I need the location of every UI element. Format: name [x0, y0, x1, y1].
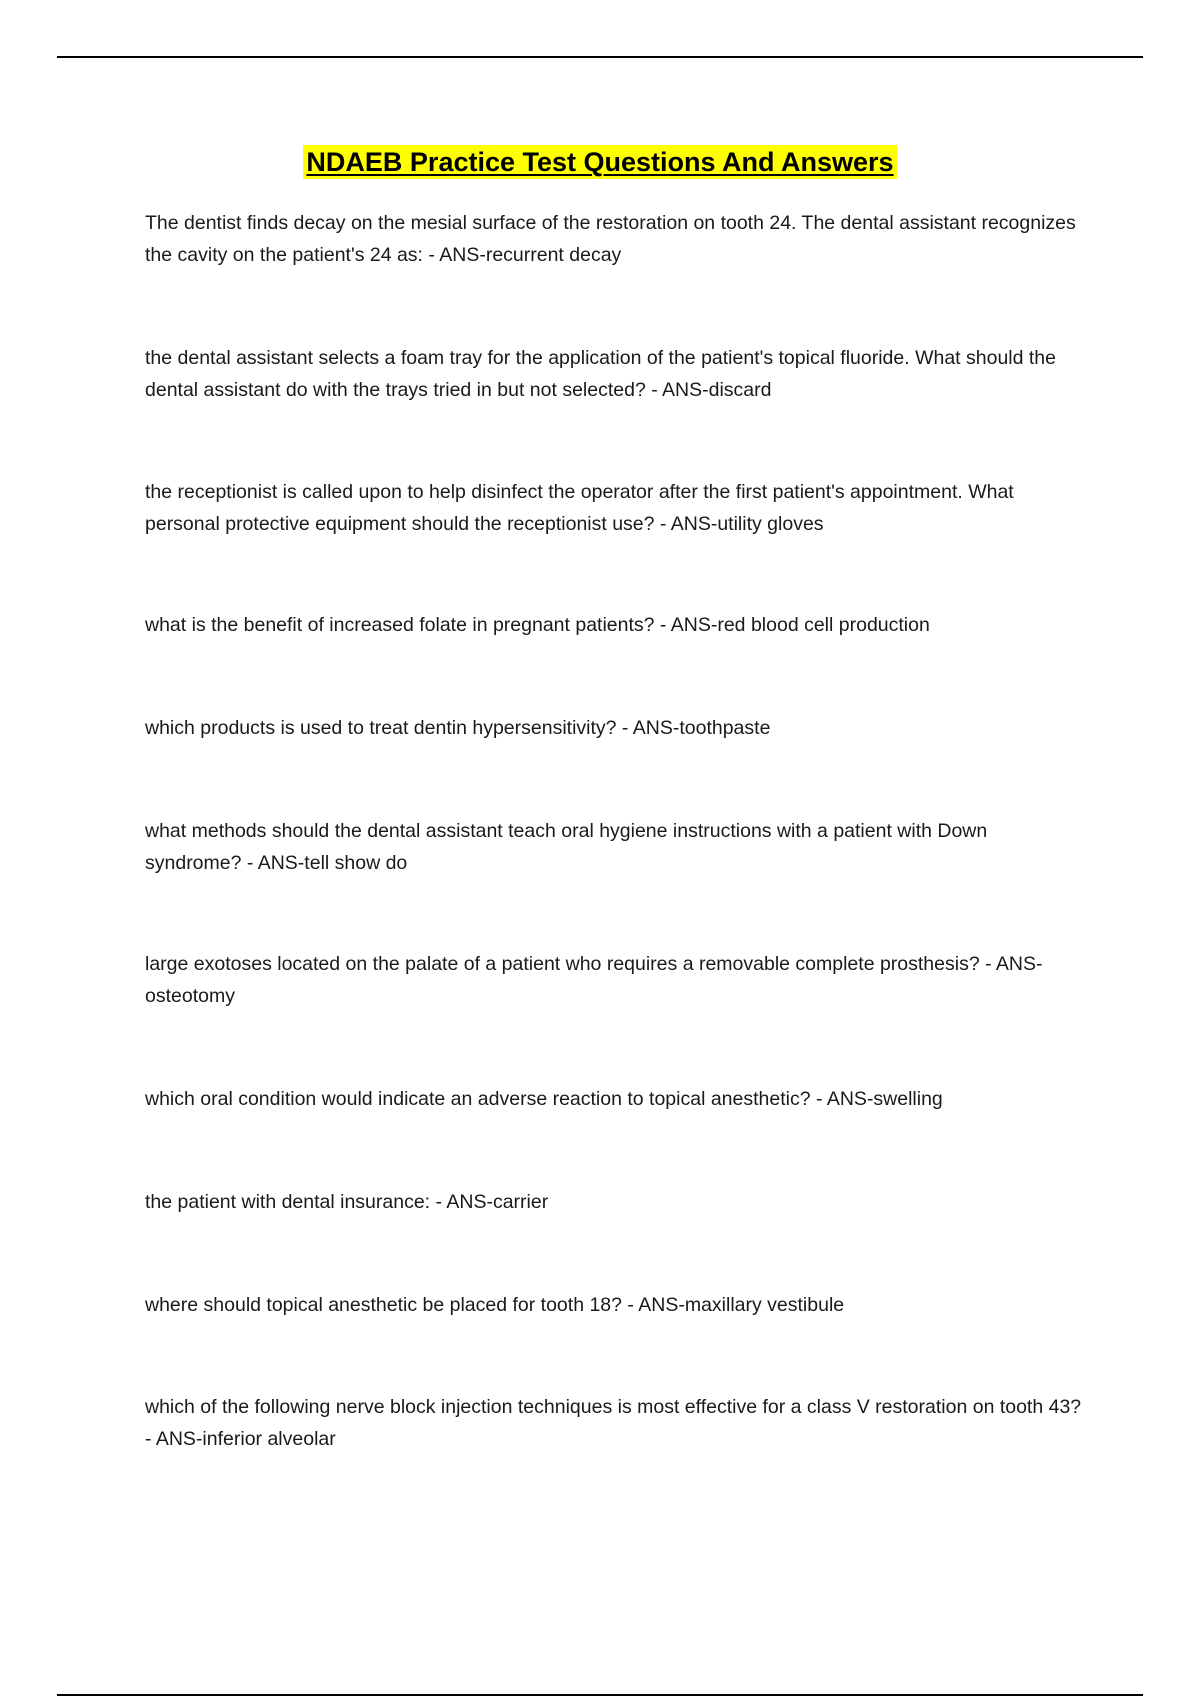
bottom-rule [57, 1694, 1143, 1696]
qa-item: where should topical anesthetic be placed for tooth 18? - ANS-maxillary vestibule [145, 1294, 845, 1316]
page-title: NDAEB Practice Test Questions And Answers [303, 145, 896, 179]
qa-item: what methods should the dental assistant teach oral hygiene instructions with a patient with Down syndrome? - ANS-tell show do [145, 820, 988, 874]
qa-item: what is the benefit of increased folate in pregnant patients? - ANS-red blood cell production [145, 614, 930, 636]
qa-item: which products is used to treat dentin hypersensitivity? - ANS-toothpaste [145, 717, 771, 739]
qa-item: the patient with dental insurance: - ANS-carrier [145, 1191, 549, 1213]
qa-item: large exotoses located on the palate of a patient who requires a removable complete prosthesis? - ANS-osteotomy [145, 953, 1043, 1007]
top-rule [57, 56, 1143, 58]
qa-item: which of the following nerve block injection techniques is most effective for a class V restoration on tooth 43? - ANS-inferior alveolar [145, 1396, 1082, 1450]
qa-item: which oral condition would indicate an adverse reaction to topical anesthetic? - ANS-swelling [145, 1088, 943, 1110]
qa-item: the dental assistant selects a foam tray for the application of the patient's topical fluoride. What should the dental assistant do with the trays tried in but not selected? - ANS-discard [145, 347, 1056, 401]
qa-item: The dentist finds decay on the mesial surface of the restoration on tooth 24. The dental assistant recognizes the cavity on the patient's 24 as: - ANS-recurrent decay [145, 212, 1076, 266]
qa-item: the receptionist is called upon to help disinfect the operator after the first patient's appointment. What personal protective equipment should the receptionist use? - ANS-utility gloves [145, 481, 1014, 535]
title-wrap [0, 145, 1200, 179]
